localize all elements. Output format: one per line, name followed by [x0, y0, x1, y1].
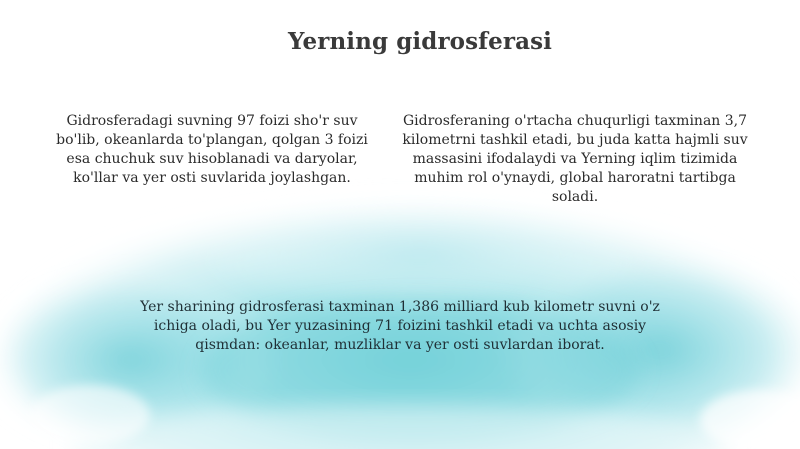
left-paragraph: Gidrosferadagi suvning 97 foizi sho'r suv bo'lib, okeanlarda to'plangan, qolgan 3 foizi esa chuchuk suv hisoblanadi va daryolar, ko'llar va yer osti suvlarida joylashgan.	[56, 113, 368, 186]
right-paragraph: Gidrosferaning o'rtacha chuqurligi taxminan 3,7 kilometrni tashkil etadi, bu juda katta hajmli suv massasini ifodalaydi va Yerning iqlim tizimida muhim rol o'ynaydi, global haroratni tartibga soladi.	[402, 113, 748, 205]
slide-title: Yerning gidrosferasi	[288, 28, 552, 55]
bottom-paragraph: Yer sharining gidrosferasi taxminan 1,386 milliard kub kilometr suvni o'z ichiga oladi, bu Yer yuzasining 71 foizini tashkil etadi va uchta asosiy qismdan: okeanlar, muzliklar va yer osti suvlardan iborat.	[140, 299, 660, 353]
